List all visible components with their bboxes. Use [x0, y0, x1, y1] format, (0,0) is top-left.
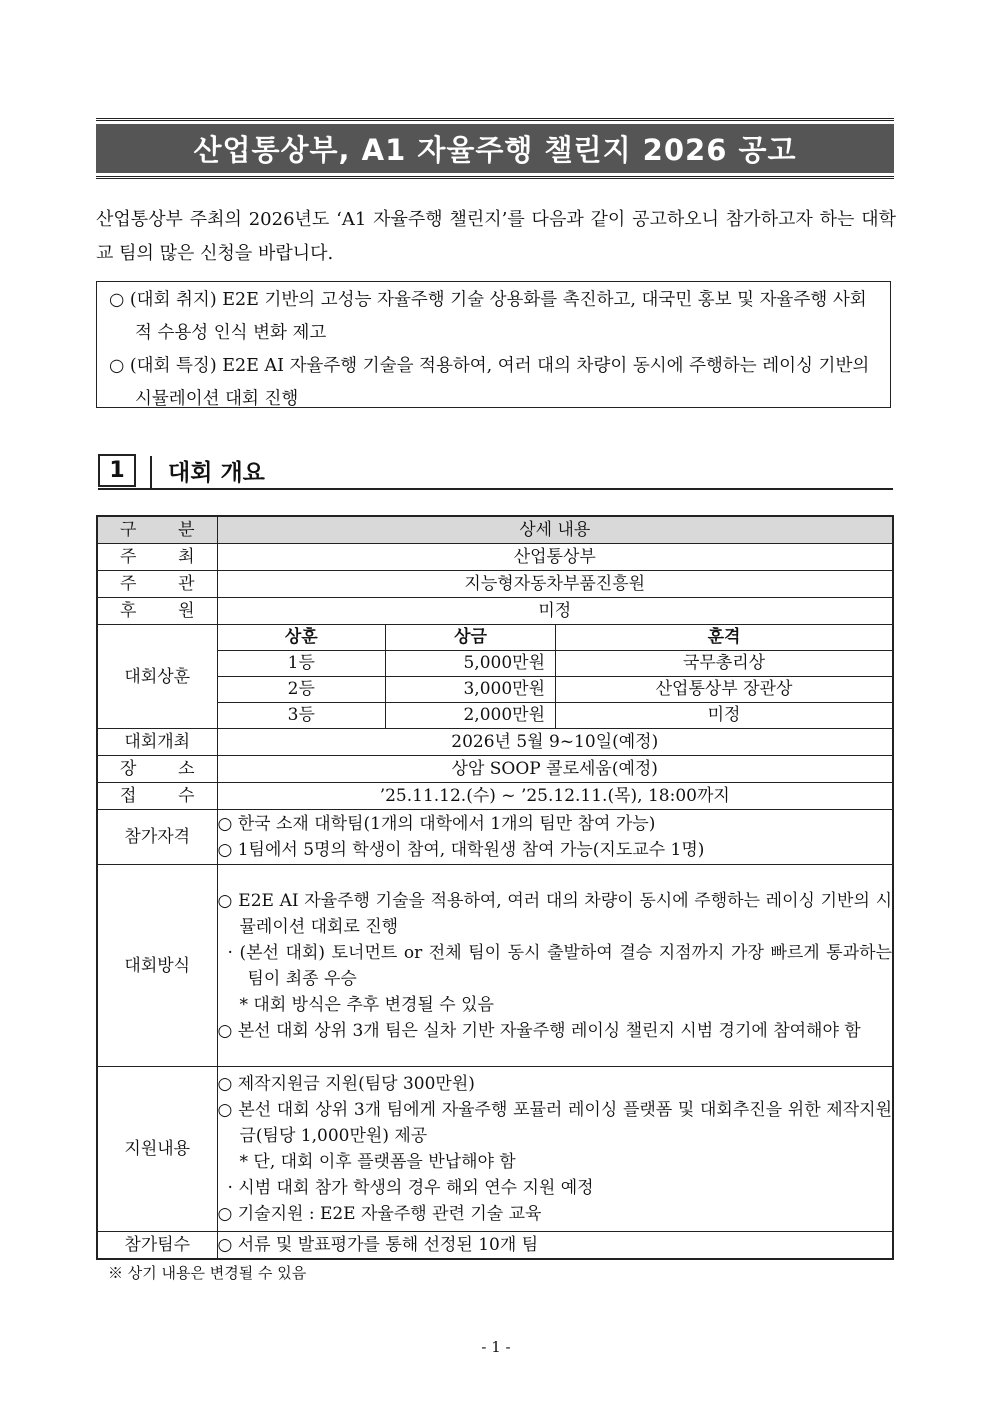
- row-label: 최: [178, 547, 195, 567]
- support-note: * 단, 대회 이후 플랫폼을 반납해야 함: [239, 1152, 516, 1172]
- eligibility-item: ○ 1팀에서 5명의 학생이 참여, 대학원생 참여 가능(지도교수 1명): [217, 840, 705, 860]
- table-row-organizer: [97, 571, 893, 598]
- row-value: ’25.11.12.(수) ~ ’25.12.11.(목), 18:00까지: [217, 783, 893, 810]
- header-label: 구: [120, 520, 137, 540]
- document-title-banner: [96, 118, 894, 179]
- summary-box: [96, 281, 891, 408]
- awards-header: 상금: [386, 625, 556, 651]
- award-prize: 3,000만원: [386, 677, 556, 703]
- award-prize: 2,000만원: [386, 703, 556, 729]
- support-item: ○ 제작지원금 지원(팀당 300만원): [217, 1074, 475, 1094]
- award-rank: 3등: [218, 703, 386, 729]
- awards-table: [218, 625, 893, 728]
- row-label: 소: [178, 759, 195, 779]
- row-label: 원: [178, 601, 195, 621]
- format-subitem: · (본선 대회) 토너먼트 or 전체 팀이 동시 출발하여 결승 지점까지 가장 빠르게 통과하는 팀이 최종 우승: [227, 942, 892, 989]
- section-number: 1: [98, 454, 136, 487]
- document-title: 산업통상부, A1 자율주행 챌린지 2026 공고: [96, 124, 894, 173]
- table-row-host: [97, 544, 893, 571]
- awards-row: [218, 677, 893, 703]
- header-label: 분: [178, 520, 195, 540]
- summary-feature: ○ (대회 특징) E2E AI 자율주행 기술을 적용하여, 여러 대의 차량이 동시에 주행하는 레이싱 기반의 시뮬레이션 대회 진행: [109, 356, 870, 409]
- awards-header: 상훈: [218, 625, 386, 651]
- summary-purpose: ○ (대회 취지) E2E 기반의 고성능 자율주행 기술 상용화를 촉진하고, 대국민 홍보 및 자율주행 사회적 수용성 인식 변화 제고: [109, 290, 867, 343]
- award-title: 미정: [707, 705, 741, 725]
- awards-row: [218, 651, 893, 677]
- awards-header-row: [218, 625, 893, 651]
- award-title: 국무총리상: [556, 651, 893, 677]
- eligibility-item: ○ 한국 소재 대학팀(1개의 대학에서 1개의 팀만 참여 가능): [217, 814, 656, 834]
- format-item: ○ E2E AI 자율주행 기술을 적용하여, 여러 대의 차량이 동시에 주행하는 레이싱 기반의 시뮬레이션 대회로 진행: [217, 890, 892, 937]
- section-heading: [98, 454, 893, 490]
- format-item: ○ 본선 대회 상위 3개 팀은 실차 기반 자율주행 레이싱 챌린지 시범 경기에 참여해야 함: [217, 1020, 861, 1041]
- footnote: ※ 상기 내용은 변경될 수 있음: [108, 1264, 307, 1282]
- row-value: 2026년 5월 9~10일(예정): [217, 729, 893, 756]
- row-label: 대회개최: [97, 729, 217, 756]
- awards-row: [218, 703, 893, 729]
- row-value: 상암 SOOP 콜로세움(예정): [217, 756, 893, 783]
- page-number: - 1 -: [481, 1338, 511, 1356]
- row-label: 참가팀수: [97, 1232, 217, 1260]
- table-row-sponsor: [97, 598, 893, 625]
- table-row-venue: [97, 756, 893, 783]
- row-label: 대회상훈: [97, 625, 217, 729]
- awards-header: 훈격: [556, 625, 893, 651]
- row-label: 주: [120, 574, 137, 594]
- row-label: 대회방식: [97, 865, 217, 1067]
- row-label: 접: [120, 786, 137, 806]
- award-prize: 5,000만원: [386, 651, 556, 677]
- overview-table: [96, 515, 894, 1260]
- row-label: 수: [178, 786, 195, 806]
- row-value: 산업통상부: [217, 544, 893, 571]
- table-row-format: [97, 865, 893, 1067]
- table-row-teams: [97, 1232, 893, 1260]
- table-row-awards: [97, 625, 893, 729]
- section-divider: [150, 456, 152, 490]
- support-subitem: · 시범 대회 참가 학생의 경우 해외 연수 지원 예정: [227, 1178, 594, 1198]
- row-label: 참가자격: [97, 810, 217, 865]
- header-detail: 상세 내용: [217, 516, 893, 544]
- table-row-eligibility: [97, 810, 893, 865]
- intro-paragraph: 산업통상부 주최의 2026년도 ‘A1 자율주행 챌린지’를 다음과 같이 공고하오니 참가하고자 하는 대학교 팀의 많은 신청을 바랍니다.: [96, 209, 896, 264]
- support-item: ○ 본선 대회 상위 3개 팀에게 자율주행 포뮬러 레이싱 플랫폼 및 대회추진을 위한 제작지원금(팀당 1,000만원) 제공: [217, 1100, 892, 1146]
- row-value: 미정: [217, 598, 893, 625]
- support-item: ○ 기술지원 : E2E 자율주행 관련 기술 교육: [217, 1204, 542, 1224]
- table-header-row: [97, 516, 893, 544]
- row-label: 후: [120, 601, 137, 621]
- row-value: ○ 서류 및 발표평가를 통해 선정된 10개 팀: [217, 1232, 893, 1260]
- row-label: 주: [120, 547, 137, 567]
- section-title: 대회 개요: [168, 460, 265, 486]
- row-label: 지원내용: [97, 1067, 217, 1232]
- award-rank: 2등: [218, 677, 386, 703]
- table-row-reception: [97, 783, 893, 810]
- award-title: 산업통상부 장관상: [556, 677, 893, 703]
- row-label: 관: [178, 574, 195, 594]
- award-rank: 1등: [218, 651, 386, 677]
- format-note: * 대회 방식은 추후 변경될 수 있음: [239, 994, 494, 1015]
- row-label: 장: [120, 759, 137, 779]
- table-row-date: [97, 729, 893, 756]
- row-value: 지능형자동차부품진흥원: [217, 571, 893, 598]
- table-row-support: [97, 1067, 893, 1232]
